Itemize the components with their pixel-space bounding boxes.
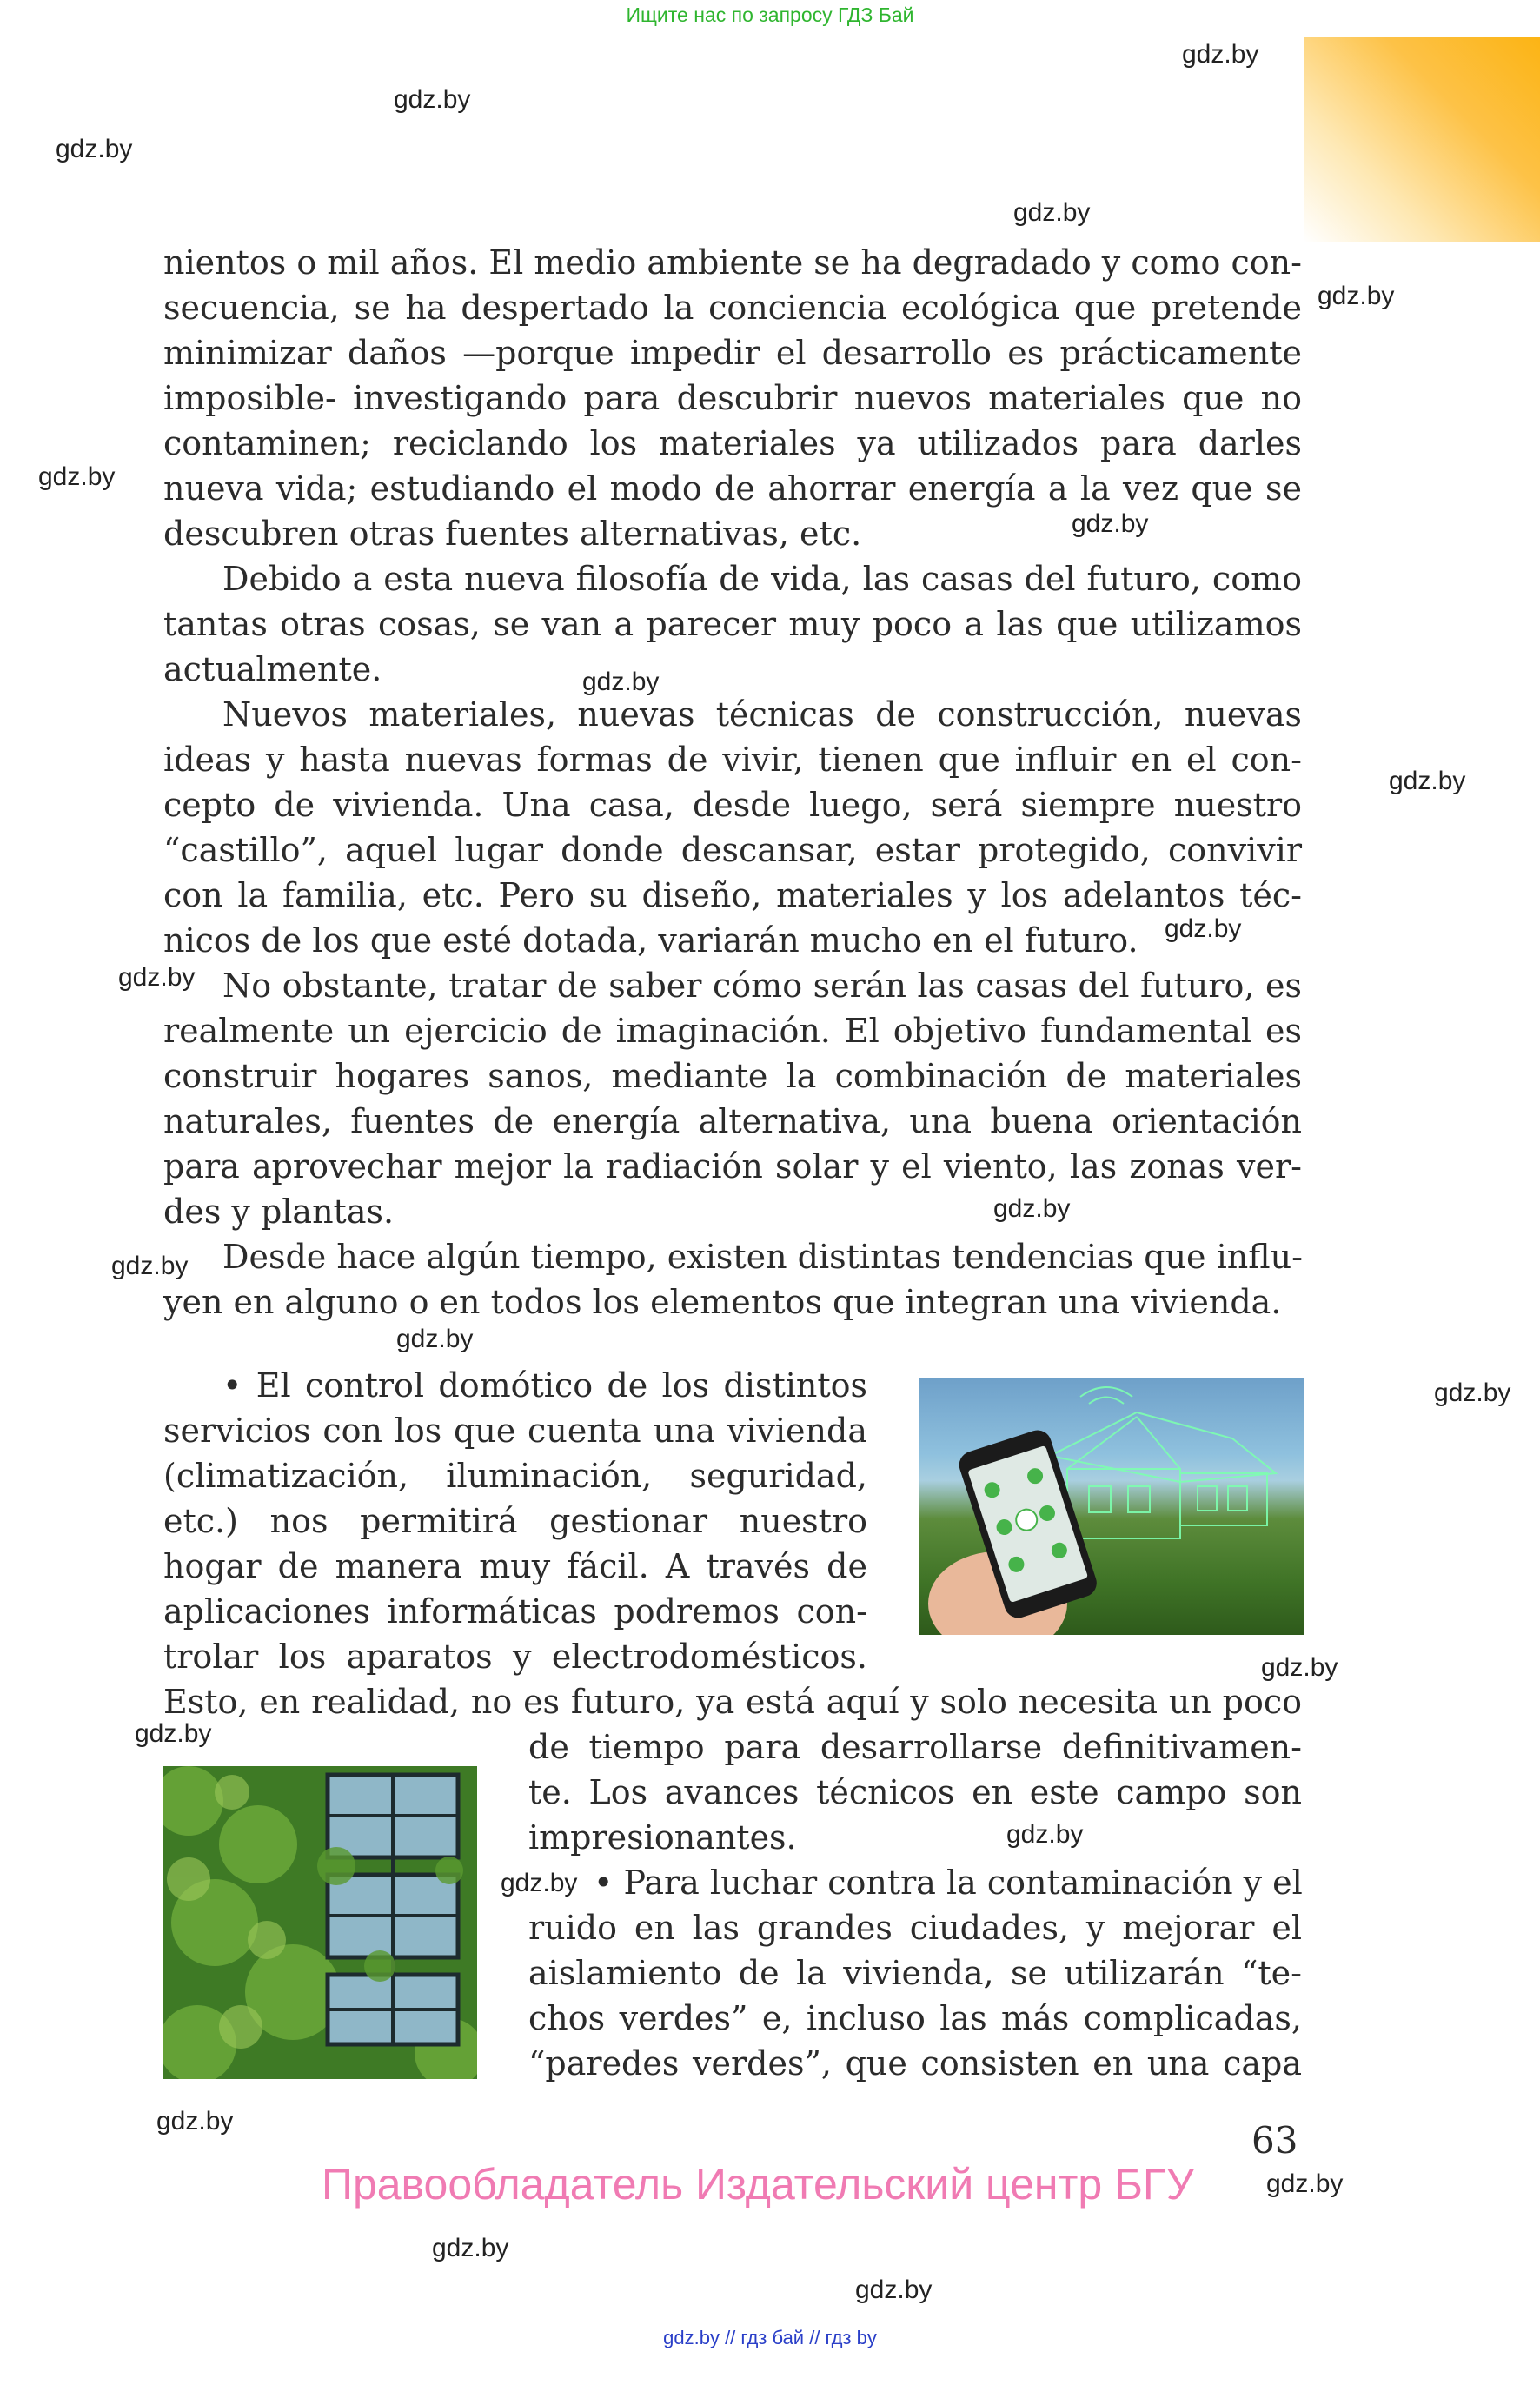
text-line: “castillo”, aquel lugar donde descansar, estar protegido, convivir: [163, 831, 1302, 869]
text-line: ideas y hasta nuevas formas de vivir, tienen que influir en el con-: [163, 741, 1302, 779]
watermark: gdz.by: [501, 1869, 578, 1897]
text-line: minimizar daños —porque impedir el desarrollo es prácticamente: [163, 334, 1302, 372]
text-line: yen en alguno o en todos los elementos que integran una vivienda.: [163, 1283, 1282, 1321]
text-line: etc.) nos permitirá gestionar nuestro: [163, 1502, 867, 1540]
green-wall-illustration: [163, 1766, 477, 2079]
watermark: gdz.by: [1318, 282, 1395, 310]
watermark: gdz.by: [1072, 509, 1149, 538]
text-line: nueva vida; estudiando el modo de ahorrar energía a la vez que se: [163, 469, 1302, 508]
text-line: No obstante, tratar de saber cómo serán las casas del futuro, es: [222, 967, 1302, 1005]
text-line: (climatización, iluminación, seguridad,: [163, 1457, 867, 1495]
corner-decoration: [1304, 37, 1540, 242]
watermark: gdz.by: [156, 2107, 234, 2136]
text-line: Desde hace algún tiempo, existen distintas tendencias que influ-: [222, 1238, 1303, 1276]
text-line: secuencia, se ha despertado la conciencia ecológica que pretende: [163, 289, 1302, 327]
text-line: Nuevos materiales, nuevas técnicas de construcción, nuevas: [222, 695, 1302, 734]
text-line: “paredes verdes”, que consisten en una capa: [528, 2044, 1302, 2083]
text-line: descubren otras fuentes alternativas, etc.: [163, 515, 862, 553]
text-line: contaminen; reciclando los materiales ya utilizados para darles: [163, 424, 1302, 462]
text-line: para aprovechar mejor la radiación solar y el viento, las zonas ver-: [163, 1147, 1302, 1186]
text-line: hogar de manera muy fácil. A través de: [163, 1547, 867, 1585]
top-notice: Ищите нас по запросу ГДЗ Бай: [626, 3, 914, 26]
text-line: ruido en las grandes ciudades, y mejorar el: [528, 1909, 1302, 1947]
watermark: gdz.by: [1006, 1820, 1084, 1849]
text-line: servicios con los que cuenta una vivienda: [163, 1412, 867, 1450]
text-line: de tiempo para desarrollarse definitivamen-: [528, 1728, 1302, 1766]
watermark: gdz.by: [135, 1719, 212, 1748]
rights-holder: Правообладатель Издательский центр БГУ: [322, 2160, 1194, 2209]
watermark: gdz.by: [1182, 40, 1259, 69]
smart-home-phone-photo: [919, 1378, 1304, 1635]
text-line: impresionantes.: [528, 1818, 797, 1857]
text-line: • Para luchar contra la contaminación y el: [594, 1863, 1303, 1902]
text-line: realmente un ejercicio de imaginación. El objetivo fundamental es: [163, 1012, 1302, 1050]
watermark: gdz.by: [1266, 2169, 1344, 2198]
text-line: chos verdes” e, incluso las más complicadas,: [528, 1999, 1302, 2037]
watermark: gdz.by: [993, 1194, 1071, 1223]
text-line: des y plantas.: [163, 1192, 395, 1231]
watermark: gdz.by: [56, 135, 133, 163]
text-line: te. Los avances técnicos en este campo son: [528, 1773, 1302, 1811]
green-wall-photo: [163, 1766, 477, 2079]
page-number: 63: [1251, 2119, 1298, 2162]
text-line: trolar los aparatos y electrodomésticos.: [163, 1638, 867, 1676]
footer: gdz.by // гдз бай // гдз by: [663, 2327, 877, 2348]
text-line: aplicaciones informáticas podremos con-: [163, 1592, 867, 1631]
text-line: actualmente.: [163, 650, 382, 688]
watermark: gdz.by: [1389, 767, 1466, 795]
watermark: gdz.by: [1261, 1653, 1338, 1682]
text-line: nientos o mil años. El medio ambiente se ha degradado y como con-: [163, 243, 1302, 282]
smart-home-illustration: [919, 1378, 1304, 1635]
watermark: gdz.by: [855, 2275, 933, 2304]
text-line: con la familia, etc. Pero su diseño, materiales y los adelantos téc-: [163, 876, 1302, 914]
watermark: gdz.by: [432, 2234, 509, 2262]
watermark: gdz.by: [1434, 1379, 1511, 1407]
watermark: gdz.by: [1165, 914, 1242, 943]
watermark: gdz.by: [1013, 198, 1091, 227]
text-line: imposible- investigando para descubrir nuevos materiales que no: [163, 379, 1302, 417]
text-line: • El control domótico de los distintos: [222, 1366, 867, 1405]
text-line: aislamiento de la vivienda, se utilizarán “te-: [528, 1954, 1302, 1992]
watermark: gdz.by: [394, 85, 471, 114]
text-line: Debido a esta nueva filosofía de vida, las casas del futuro, como: [222, 560, 1302, 598]
text-line: construir hogares sanos, mediante la combinación de materiales: [163, 1057, 1302, 1095]
watermark: gdz.by: [582, 668, 660, 696]
text-line: naturales, fuentes de energía alternativa, una buena orientación: [163, 1102, 1302, 1140]
watermark: gdz.by: [396, 1325, 474, 1353]
text-line: Esto, en realidad, no es futuro, ya está aquí y solo necesita un poco: [163, 1683, 1302, 1721]
text-line: nicos de los que esté dotada, variarán mucho en el futuro.: [163, 921, 1138, 960]
watermark: gdz.by: [38, 462, 116, 491]
watermark: gdz.by: [111, 1252, 189, 1280]
text-line: tantas otras cosas, se van a parecer muy poco a las que utilizamos: [163, 605, 1302, 643]
watermark: gdz.by: [118, 963, 196, 992]
text-line: cepto de vivienda. Una casa, desde luego, será siempre nuestro: [163, 786, 1302, 824]
